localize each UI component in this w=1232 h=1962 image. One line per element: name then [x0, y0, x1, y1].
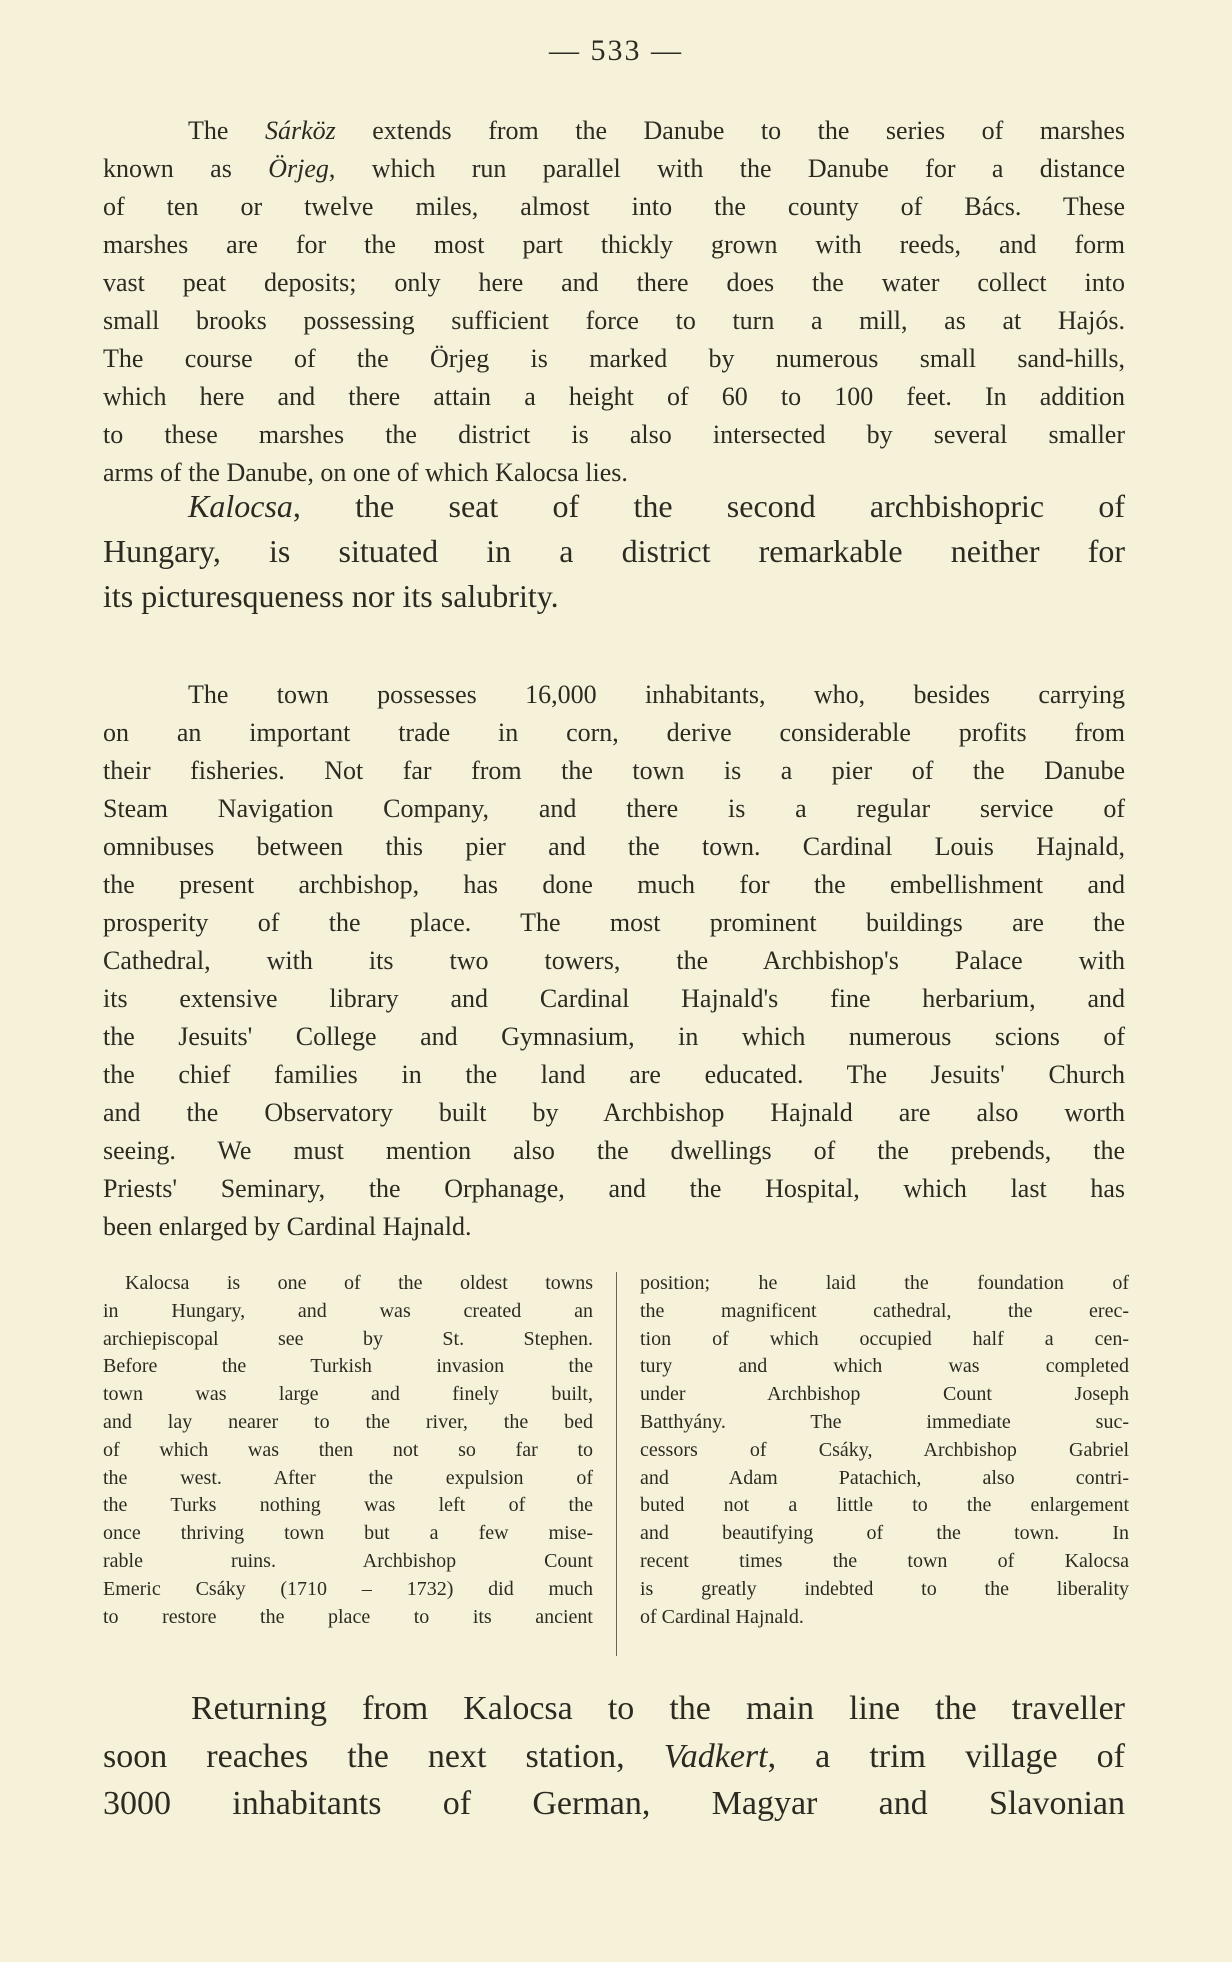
text-line: Batthyány. The immediate suc- [640, 1410, 1129, 1433]
text-line: and the Observatory built by Archbishop Hajnald are also worth [103, 1098, 1125, 1127]
text-line: omnibuses between this pier and the town. Cardinal Louis Hajnald, [103, 832, 1125, 861]
text-line: the present archbishop, has done much for the embellishment and [103, 870, 1125, 899]
paragraph-returning [103, 1685, 1125, 1828]
text-line: Returning from Kalocsa to the main line the traveller [191, 1690, 1125, 1727]
text-segment: , the seat of the second archbishopric of [292, 488, 1125, 524]
text-segment: soon reaches the next station, [103, 1737, 664, 1775]
text-line: to these marshes the district is also intersected by several smaller [103, 420, 1125, 449]
text-line: of Cardinal Hajnald. [640, 1605, 804, 1628]
text-line [103, 484, 1125, 529]
text-line: the west. After the expulsion of [103, 1466, 593, 1489]
text-line: Cathedral, with its two towers, the Archbishop's Palace with [103, 946, 1125, 975]
text-line: its picturesqueness nor its salubrity. [103, 578, 559, 614]
text-line [103, 150, 1125, 188]
text-line: recent times the town of Kalocsa [640, 1549, 1129, 1572]
text-line: cessors of Csáky, Archbishop Gabriel [640, 1438, 1129, 1461]
paragraph-kalocsa-heading [103, 484, 1125, 619]
text-segment: , which run parallel with the Danube for a distance [328, 154, 1125, 183]
text-line: small brooks possessing sufficient force to turn a mill, as at Hajós. [103, 306, 1125, 335]
text-line: the chief families in the land are educated. The Jesuits' Church [103, 1060, 1125, 1089]
text-line: and lay nearer to the river, the bed [103, 1410, 593, 1433]
italic-term: Örjeg [268, 154, 329, 183]
text-segment: , a trim village of [767, 1737, 1125, 1775]
text-line: seeing. We must mention also the dwellings of the prebends, the [103, 1136, 1125, 1165]
text-line: archiepiscopal see by St. Stephen. [103, 1327, 593, 1350]
text-line: and Adam Patachich, also contri- [640, 1466, 1129, 1489]
text-line: Steam Navigation Company, and there is a regular service of [103, 794, 1125, 823]
text-line: is greatly indebted to the liberality [640, 1577, 1129, 1600]
paragraph-sarkoz [103, 112, 1125, 492]
text-line: arms of the Danube, on one of which Kalocsa lies. [103, 458, 628, 487]
text-line: prosperity of the place. The most prominent buildings are the [103, 908, 1125, 937]
text-segment: The [188, 116, 265, 145]
text-line: Kalocsa is one of the oldest towns [125, 1272, 593, 1294]
text-segment: extends from the Danube to the series of marshes [335, 116, 1126, 145]
text-line [103, 112, 1125, 150]
column-divider [616, 1272, 617, 1656]
text-line: once thriving town but a few mise- [103, 1522, 593, 1545]
text-line: The course of the Örjeg is marked by numerous small sand-hills, [103, 344, 1125, 373]
italic-term: Sárköz [264, 116, 336, 145]
text-line: the magnificent cathedral, the erec- [640, 1299, 1129, 1322]
text-segment: known as [103, 154, 269, 183]
page-number: — 533 — [549, 34, 683, 67]
text-line: their fisheries. Not far from the town is a pier of the Danube [103, 756, 1125, 785]
text-line: under Archbishop Count Joseph [640, 1383, 1129, 1406]
text-line: been enlarged by Cardinal Hajnald. [103, 1212, 472, 1241]
footnote-column-right [640, 1270, 1129, 1631]
footnote-column-left [103, 1270, 593, 1631]
text-line: Priests' Seminary, the Orphanage, and the Hospital, which last has [103, 1174, 1125, 1203]
text-line: buted not a little to the enlargement [640, 1494, 1129, 1517]
text-line: its extensive library and Cardinal Hajnald's fine herbarium, and [103, 984, 1125, 1013]
text-line: which here and there attain a height of 60 to 100 feet. In addition [103, 382, 1125, 411]
italic-term: Kalocsa [188, 488, 293, 524]
text-line: rable ruins. Archbishop Count [103, 1549, 593, 1572]
paragraph-town [103, 676, 1125, 1246]
text-line: of which was then not so far to [103, 1438, 593, 1461]
text-line: on an important trade in corn, derive considerable profits from [103, 718, 1125, 747]
text-line: the Jesuits' College and Gymnasium, in which numerous scions of [103, 1022, 1125, 1051]
text-line: marshes are for the most part thickly grown with reeds, and form [103, 230, 1125, 259]
text-line: Emeric Csáky (1710 – 1732) did much [103, 1577, 593, 1600]
text-line: tury and which was completed [640, 1355, 1129, 1378]
text-line: The town possesses 16,000 inhabitants, who, besides carrying [188, 680, 1125, 709]
text-line [103, 1733, 1125, 1781]
text-line: and beautifying of the town. In [640, 1522, 1129, 1545]
italic-term: Vadkert [663, 1737, 768, 1775]
text-line: 3000 inhabitants of German, Magyar and Slavonian [103, 1785, 1125, 1822]
text-line: to restore the place to its ancient [103, 1605, 593, 1628]
text-line: Hungary, is situated in a district remarkable neither for [103, 533, 1125, 569]
text-line: town was large and finely built, [103, 1383, 593, 1406]
text-line: of ten or twelve miles, almost into the county of Bács. These [103, 192, 1125, 221]
text-line: the Turks nothing was left of the [103, 1494, 593, 1517]
text-line: position; he laid the foundation of [640, 1272, 1129, 1294]
text-line: in Hungary, and was created an [103, 1299, 593, 1322]
text-line: tion of which occupied half a cen- [640, 1327, 1129, 1350]
text-line: vast peat deposits; only here and there does the water collect into [103, 268, 1125, 297]
text-line: Before the Turkish invasion the [103, 1355, 593, 1378]
